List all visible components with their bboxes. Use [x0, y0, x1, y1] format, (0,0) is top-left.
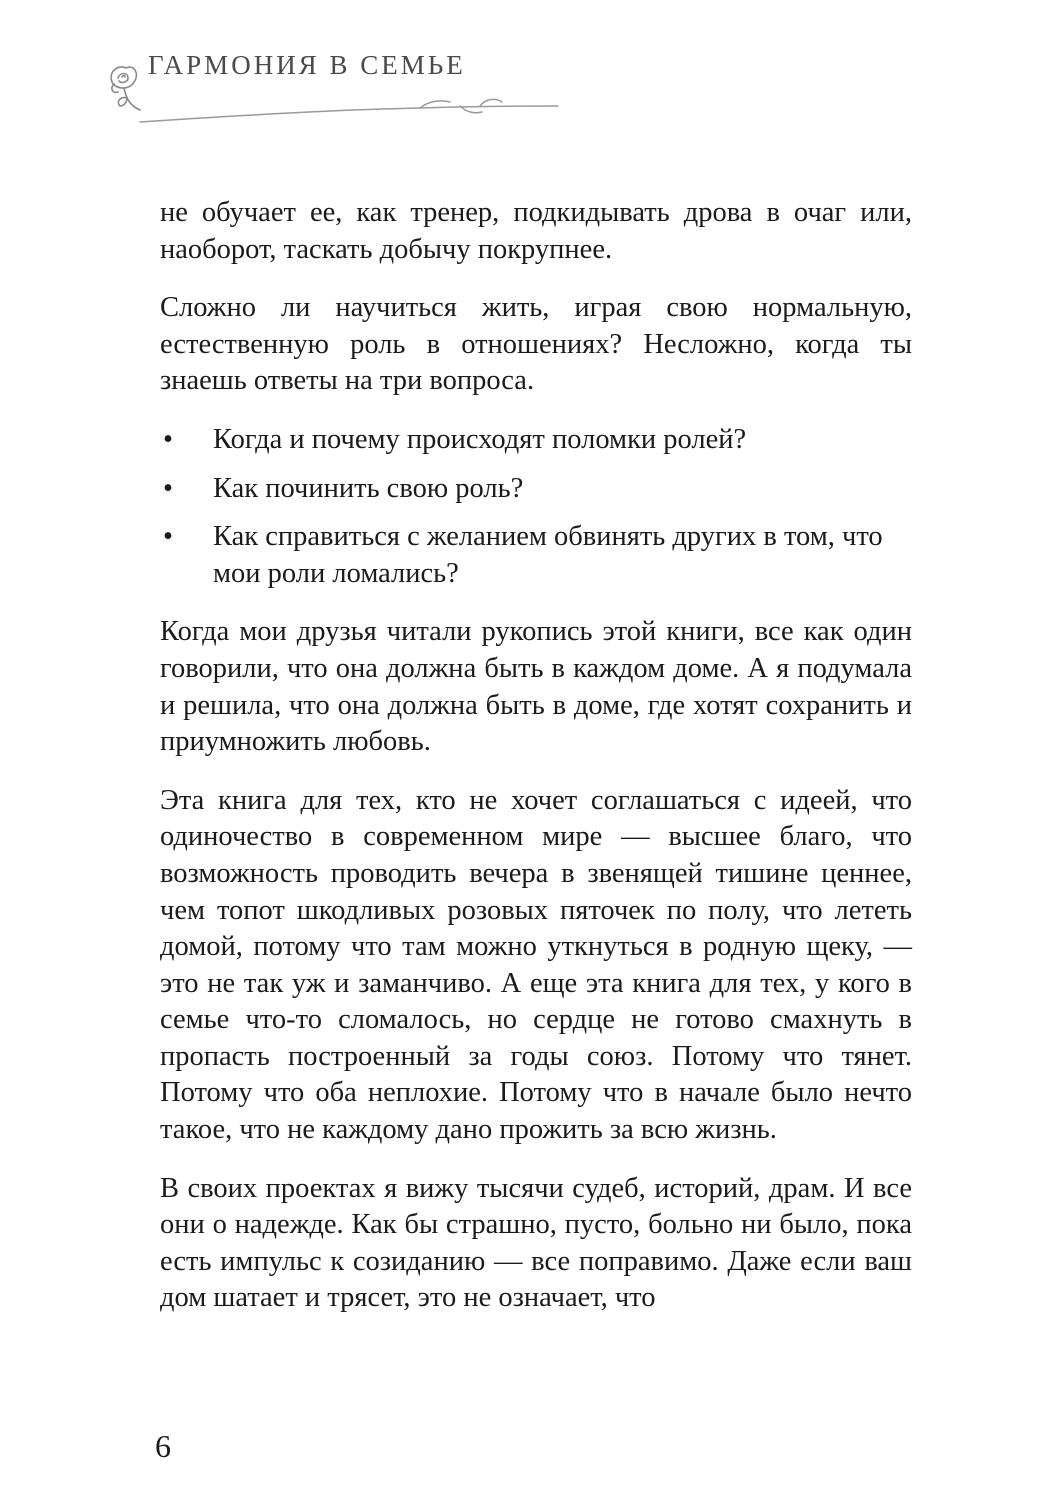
vine-divider-icon [120, 96, 560, 130]
list-item [160, 471, 912, 508]
list-item [160, 519, 912, 592]
paragraph: Эта книга для тех, кто не хочет соглашаться с идеей, что одиночество в современном мире — высшее благо, что возможность проводить вечера в звенящей тишине ценнее, чем топот шкодливых розовых пяточек по полу, что лететь домой, потому что там можно уткнуться в родную щеку, — это не так уж и заманчиво. А еще эта книга для тех, у кого в семье что-то сломалось, но сердце не готово смахнуть в пропасть построенный за годы союз. Потому что тянет. Потому что оба неплохие. Потому что в начале было нечто такое, что не каждому дано прожить за всю жизнь. [160, 784, 912, 1146]
list-item-text: Как справиться с желанием обвинять других в том, что мои роли ломались? [213, 521, 883, 589]
paragraph: Сложно ли научиться жить, играя свою нормальную, естественную роль в отношениях? Несложно, когда ты знаешь ответы на три вопроса. [160, 292, 912, 397]
bullet-icon: • [163, 423, 173, 455]
bullet-icon: • [163, 472, 173, 504]
list-item-text: Как починить свою роль? [213, 472, 524, 504]
list-item [160, 422, 912, 459]
paragraph: не обучает ее, как тренер, подкидывать дрова в очаг или, наоборот, таскать добычу покрупнее. [160, 197, 912, 265]
running-header [100, 40, 560, 130]
paragraph: Когда мои друзья читали рукопись этой книги, все как один говорили, что она должна быть в каждом доме. А я подумала и решила, что она должна быть в доме, где хотят сохранить и приумножить любовь. [160, 616, 912, 758]
paragraph: В своих проектах я вижу тысячи судеб, историй, драм. И все они о надежде. Как бы страшно, пусто, больно ни было, пока есть импульс к созиданию — все поправимо. Даже если ваш дом шатает и трясет, это не означает, что [160, 1172, 912, 1314]
page-body [160, 195, 912, 1339]
bullet-icon: • [163, 521, 173, 553]
page-number: 6 [155, 1428, 171, 1464]
list-item-text: Когда и почему происходят поломки ролей? [213, 423, 747, 455]
running-title: ГАРМОНИЯ В СЕМЬЕ [148, 50, 466, 80]
bullet-list [160, 422, 912, 592]
